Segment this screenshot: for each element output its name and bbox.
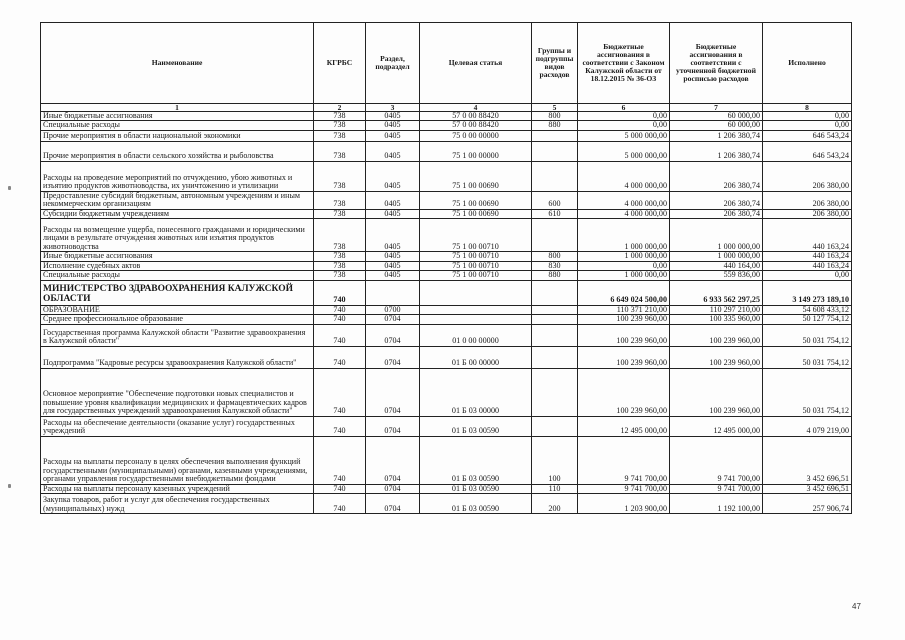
row-kgrbs: 740 — [314, 315, 366, 324]
row-expense-group — [532, 324, 578, 346]
row-section: 0704 — [366, 494, 420, 514]
row-refined-amount: 110 297 210,00 — [670, 305, 763, 314]
row-name: Субсидии бюджетным учреждениям — [41, 209, 314, 218]
table-row — [41, 416, 852, 436]
row-target-article: 01 0 00 00000 — [420, 324, 532, 346]
row-executed-amount: 50 127 754,12 — [763, 315, 852, 324]
row-name: МИНИСТЕРСТВО ЗДРАВООХРАНЕНИЯ КАЛУЖСКОЙ ОБЛАСТИ — [41, 280, 314, 305]
row-expense-group — [532, 315, 578, 324]
row-refined-amount: 9 741 700,00 — [670, 484, 763, 493]
row-section: 0405 — [366, 252, 420, 261]
row-law-amount: 6 649 024 500,00 — [578, 280, 670, 305]
row-expense-group: 100 — [532, 436, 578, 484]
row-refined-amount: 206 380,74 — [670, 161, 763, 191]
row-name: Расходы на возмещение ущерба, понесенного гражданами и юридическими лицами в результате отчуждения животных или изъятия продуктов животноводства — [41, 219, 314, 252]
row-refined-amount: 1 206 380,74 — [670, 141, 763, 161]
row-law-amount: 4 000 000,00 — [578, 161, 670, 191]
budget-table — [40, 22, 852, 514]
row-executed-amount: 257 906,74 — [763, 494, 852, 514]
row-refined-amount: 440 164,00 — [670, 261, 763, 270]
row-kgrbs: 738 — [314, 209, 366, 218]
row-law-amount: 100 239 960,00 — [578, 315, 670, 324]
column-number: 6 — [578, 104, 670, 112]
row-name: Расходы на обеспечение деятельности (оказание услуг) государственных учреждений — [41, 416, 314, 436]
row-name: Основное мероприятие "Обеспечение подготовки новых специалистов и повышение уровня квалификации медицинских и фармацевтических кадров для государственных учреждений здравоохранения Калужской области" — [41, 368, 314, 416]
row-kgrbs: 738 — [314, 121, 366, 130]
row-name: Подпрограмма "Кадровые ресурсы здравоохранения Калужской области" — [41, 346, 314, 368]
row-section: 0704 — [366, 416, 420, 436]
row-name: Исполнение судебных актов — [41, 261, 314, 270]
table-row — [41, 494, 852, 514]
row-target-article: 75 1 00 00690 — [420, 191, 532, 209]
header-refined-allocations: Бюджетные ассигнования в соответствии с уточненной бюджетной росписью расходов — [670, 23, 763, 104]
row-executed-amount: 54 608 433,12 — [763, 305, 852, 314]
row-name: Предоставление субсидий бюджетным, автономным учреждениям и иным некоммерческим организациям — [41, 191, 314, 209]
row-target-article: 75 1 00 00710 — [420, 252, 532, 261]
row-target-article: 01 Б 03 00590 — [420, 494, 532, 514]
row-name: Прочие мероприятия в области сельского хозяйства и рыболовства — [41, 141, 314, 161]
table-row — [41, 161, 852, 191]
row-section: 0405 — [366, 121, 420, 130]
row-name: ОБРАЗОВАНИЕ — [41, 305, 314, 314]
row-section: 0704 — [366, 436, 420, 484]
row-target-article: 01 Б 00 00000 — [420, 346, 532, 368]
row-kgrbs: 740 — [314, 280, 366, 305]
row-executed-amount: 50 031 754,12 — [763, 324, 852, 346]
row-kgrbs: 738 — [314, 271, 366, 280]
table-row — [41, 436, 852, 484]
row-section: 0704 — [366, 324, 420, 346]
table-row — [41, 324, 852, 346]
row-name: Расходы на проведение мероприятий по отчуждению, убою животных и изъятию продуктов животноводства, их уничтожению и утилизации — [41, 161, 314, 191]
row-refined-amount: 1 000 000,00 — [670, 252, 763, 261]
row-kgrbs: 738 — [314, 130, 366, 141]
table-row — [41, 112, 852, 121]
row-section: 0405 — [366, 161, 420, 191]
row-kgrbs: 740 — [314, 494, 366, 514]
row-name: Иные бюджетные ассигнования — [41, 252, 314, 261]
row-target-article: 57 0 00 88420 — [420, 112, 532, 121]
column-number-row — [41, 104, 852, 112]
row-law-amount: 12 495 000,00 — [578, 416, 670, 436]
header-target-article: Целевая статья — [420, 23, 532, 104]
row-section: 0704 — [366, 346, 420, 368]
row-executed-amount: 440 163,24 — [763, 252, 852, 261]
row-target-article — [420, 315, 532, 324]
row-name: Специальные расходы — [41, 121, 314, 130]
row-executed-amount: 646 543,24 — [763, 141, 852, 161]
table-row — [41, 368, 852, 416]
row-section: 0704 — [366, 315, 420, 324]
row-executed-amount: 3 452 696,51 — [763, 436, 852, 484]
table-row — [41, 484, 852, 493]
row-law-amount: 4 000 000,00 — [578, 209, 670, 218]
column-number: 4 — [420, 104, 532, 112]
row-kgrbs: 740 — [314, 346, 366, 368]
table-row — [41, 271, 852, 280]
table-body — [41, 112, 852, 514]
row-section: 0405 — [366, 271, 420, 280]
row-expense-group — [532, 305, 578, 314]
row-law-amount: 0,00 — [578, 112, 670, 121]
row-executed-amount: 206 380,00 — [763, 209, 852, 218]
row-refined-amount: 100 335 960,00 — [670, 315, 763, 324]
row-target-article: 75 1 00 00710 — [420, 271, 532, 280]
page-number: 47 — [852, 602, 861, 611]
row-kgrbs: 738 — [314, 112, 366, 121]
row-law-amount: 5 000 000,00 — [578, 141, 670, 161]
row-law-amount: 5 000 000,00 — [578, 130, 670, 141]
row-executed-amount: 206 380,00 — [763, 191, 852, 209]
row-expense-group: 880 — [532, 121, 578, 130]
row-refined-amount: 100 239 960,00 — [670, 324, 763, 346]
row-executed-amount: 646 543,24 — [763, 130, 852, 141]
table-row — [41, 315, 852, 324]
row-law-amount: 1 000 000,00 — [578, 271, 670, 280]
row-target-article — [420, 280, 532, 305]
row-refined-amount: 100 239 960,00 — [670, 368, 763, 416]
row-name: Среднее профессиональное образование — [41, 315, 314, 324]
row-law-amount: 0,00 — [578, 121, 670, 130]
row-name: Иные бюджетные ассигнования — [41, 112, 314, 121]
row-refined-amount: 1 000 000,00 — [670, 219, 763, 252]
table-row — [41, 346, 852, 368]
row-refined-amount: 206 380,74 — [670, 191, 763, 209]
row-executed-amount: 440 163,24 — [763, 219, 852, 252]
row-executed-amount: 440 163,24 — [763, 261, 852, 270]
row-name: Прочие мероприятия в области национальной экономики — [41, 130, 314, 141]
row-refined-amount: 60 000,00 — [670, 121, 763, 130]
row-target-article: 75 0 00 00000 — [420, 130, 532, 141]
scan-mark — [8, 186, 11, 190]
row-expense-group: 600 — [532, 191, 578, 209]
row-refined-amount: 206 380,74 — [670, 209, 763, 218]
row-executed-amount: 0,00 — [763, 112, 852, 121]
row-law-amount: 0,00 — [578, 261, 670, 270]
row-target-article: 75 1 00 00690 — [420, 209, 532, 218]
row-kgrbs: 738 — [314, 219, 366, 252]
row-section: 0704 — [366, 484, 420, 493]
row-law-amount: 100 239 960,00 — [578, 324, 670, 346]
row-section: 0700 — [366, 305, 420, 314]
scan-mark — [8, 484, 11, 488]
row-refined-amount: 9 741 700,00 — [670, 436, 763, 484]
header-section: Раздел, подраздел — [366, 23, 420, 104]
header-executed: Исполнено — [763, 23, 852, 104]
row-target-article: 75 1 00 00690 — [420, 161, 532, 191]
header-law-allocations: Бюджетные ассигнования в соответствии с Законом Калужской области от 18.12.2015 № 36-ОЗ — [578, 23, 670, 104]
row-executed-amount: 3 452 696,51 — [763, 484, 852, 493]
row-section: 0405 — [366, 209, 420, 218]
row-section: 0405 — [366, 141, 420, 161]
row-expense-group — [532, 161, 578, 191]
row-executed-amount: 50 031 754,12 — [763, 368, 852, 416]
row-section: 0405 — [366, 112, 420, 121]
row-kgrbs: 740 — [314, 484, 366, 493]
column-number: 3 — [366, 104, 420, 112]
column-number: 2 — [314, 104, 366, 112]
row-kgrbs: 738 — [314, 261, 366, 270]
row-expense-group: 610 — [532, 209, 578, 218]
row-name: Государственная программа Калужской области "Развитие здравоохранения в Калужской области" — [41, 324, 314, 346]
column-number: 8 — [763, 104, 852, 112]
row-refined-amount: 12 495 000,00 — [670, 416, 763, 436]
row-target-article: 75 1 00 00710 — [420, 219, 532, 252]
row-refined-amount: 100 239 960,00 — [670, 346, 763, 368]
row-kgrbs: 740 — [314, 324, 366, 346]
row-expense-group — [532, 416, 578, 436]
table-row — [41, 130, 852, 141]
column-number: 7 — [670, 104, 763, 112]
row-target-article: 01 Б 03 00590 — [420, 436, 532, 484]
row-law-amount: 9 741 700,00 — [578, 484, 670, 493]
table-row — [41, 141, 852, 161]
row-expense-group — [532, 141, 578, 161]
header-name: Наименование — [41, 23, 314, 104]
row-law-amount: 4 000 000,00 — [578, 191, 670, 209]
row-refined-amount: 6 933 562 297,25 — [670, 280, 763, 305]
row-expense-group — [532, 346, 578, 368]
row-section — [366, 280, 420, 305]
row-refined-amount: 1 206 380,74 — [670, 130, 763, 141]
row-expense-group: 830 — [532, 261, 578, 270]
row-kgrbs: 738 — [314, 141, 366, 161]
row-kgrbs: 740 — [314, 305, 366, 314]
row-executed-amount: 3 149 273 189,10 — [763, 280, 852, 305]
row-target-article: 75 1 00 00710 — [420, 261, 532, 270]
row-target-article: 01 Б 03 00000 — [420, 368, 532, 416]
row-name: Закупка товаров, работ и услуг для обеспечения государственных (муниципальных) нужд — [41, 494, 314, 514]
row-section: 0405 — [366, 191, 420, 209]
table-row — [41, 209, 852, 218]
row-expense-group — [532, 130, 578, 141]
row-target-article: 75 1 00 00000 — [420, 141, 532, 161]
table-row — [41, 252, 852, 261]
row-expense-group — [532, 368, 578, 416]
row-kgrbs: 740 — [314, 368, 366, 416]
row-target-article — [420, 305, 532, 314]
row-law-amount: 100 239 960,00 — [578, 346, 670, 368]
row-refined-amount: 559 836,00 — [670, 271, 763, 280]
row-kgrbs: 738 — [314, 191, 366, 209]
row-kgrbs: 738 — [314, 252, 366, 261]
column-number: 1 — [41, 104, 314, 112]
row-refined-amount: 1 192 100,00 — [670, 494, 763, 514]
row-executed-amount: 50 031 754,12 — [763, 346, 852, 368]
row-expense-group — [532, 219, 578, 252]
row-law-amount: 1 203 900,00 — [578, 494, 670, 514]
row-kgrbs: 738 — [314, 161, 366, 191]
row-expense-group: 110 — [532, 484, 578, 493]
row-executed-amount: 206 380,00 — [763, 161, 852, 191]
row-law-amount: 9 741 700,00 — [578, 436, 670, 484]
row-target-article: 57 0 00 88420 — [420, 121, 532, 130]
row-kgrbs: 740 — [314, 416, 366, 436]
row-name: Расходы на выплаты персоналу казенных учреждений — [41, 484, 314, 493]
row-executed-amount: 0,00 — [763, 271, 852, 280]
row-target-article: 01 Б 03 00590 — [420, 416, 532, 436]
row-expense-group: 800 — [532, 252, 578, 261]
row-law-amount: 100 239 960,00 — [578, 368, 670, 416]
row-executed-amount: 4 079 219,00 — [763, 416, 852, 436]
row-law-amount: 110 371 210,00 — [578, 305, 670, 314]
row-executed-amount: 0,00 — [763, 121, 852, 130]
row-name: Специальные расходы — [41, 271, 314, 280]
table-row — [41, 261, 852, 270]
row-expense-group — [532, 280, 578, 305]
row-section: 0405 — [366, 130, 420, 141]
row-law-amount: 1 000 000,00 — [578, 219, 670, 252]
table-row — [41, 219, 852, 252]
row-kgrbs: 740 — [314, 436, 366, 484]
row-section: 0704 — [366, 368, 420, 416]
row-name: Расходы на выплаты персоналу в целях обеспечения выполнения функций государственными (муниципальными) органами, казенными учреждениями, органами управления государственными внебюджетными фондами — [41, 436, 314, 484]
table-header-row — [41, 23, 852, 104]
row-section: 0405 — [366, 261, 420, 270]
row-section: 0405 — [366, 219, 420, 252]
header-expense-group: Группы и подгруппы видов расходов — [532, 23, 578, 104]
table-row — [41, 280, 852, 305]
row-refined-amount: 60 000,00 — [670, 112, 763, 121]
table-row — [41, 305, 852, 314]
table-row — [41, 191, 852, 209]
row-expense-group: 200 — [532, 494, 578, 514]
row-expense-group: 880 — [532, 271, 578, 280]
row-law-amount: 1 000 000,00 — [578, 252, 670, 261]
column-number: 5 — [532, 104, 578, 112]
row-expense-group: 800 — [532, 112, 578, 121]
header-kgrbs: КГРБС — [314, 23, 366, 104]
row-target-article: 01 Б 03 00590 — [420, 484, 532, 493]
table-row — [41, 121, 852, 130]
